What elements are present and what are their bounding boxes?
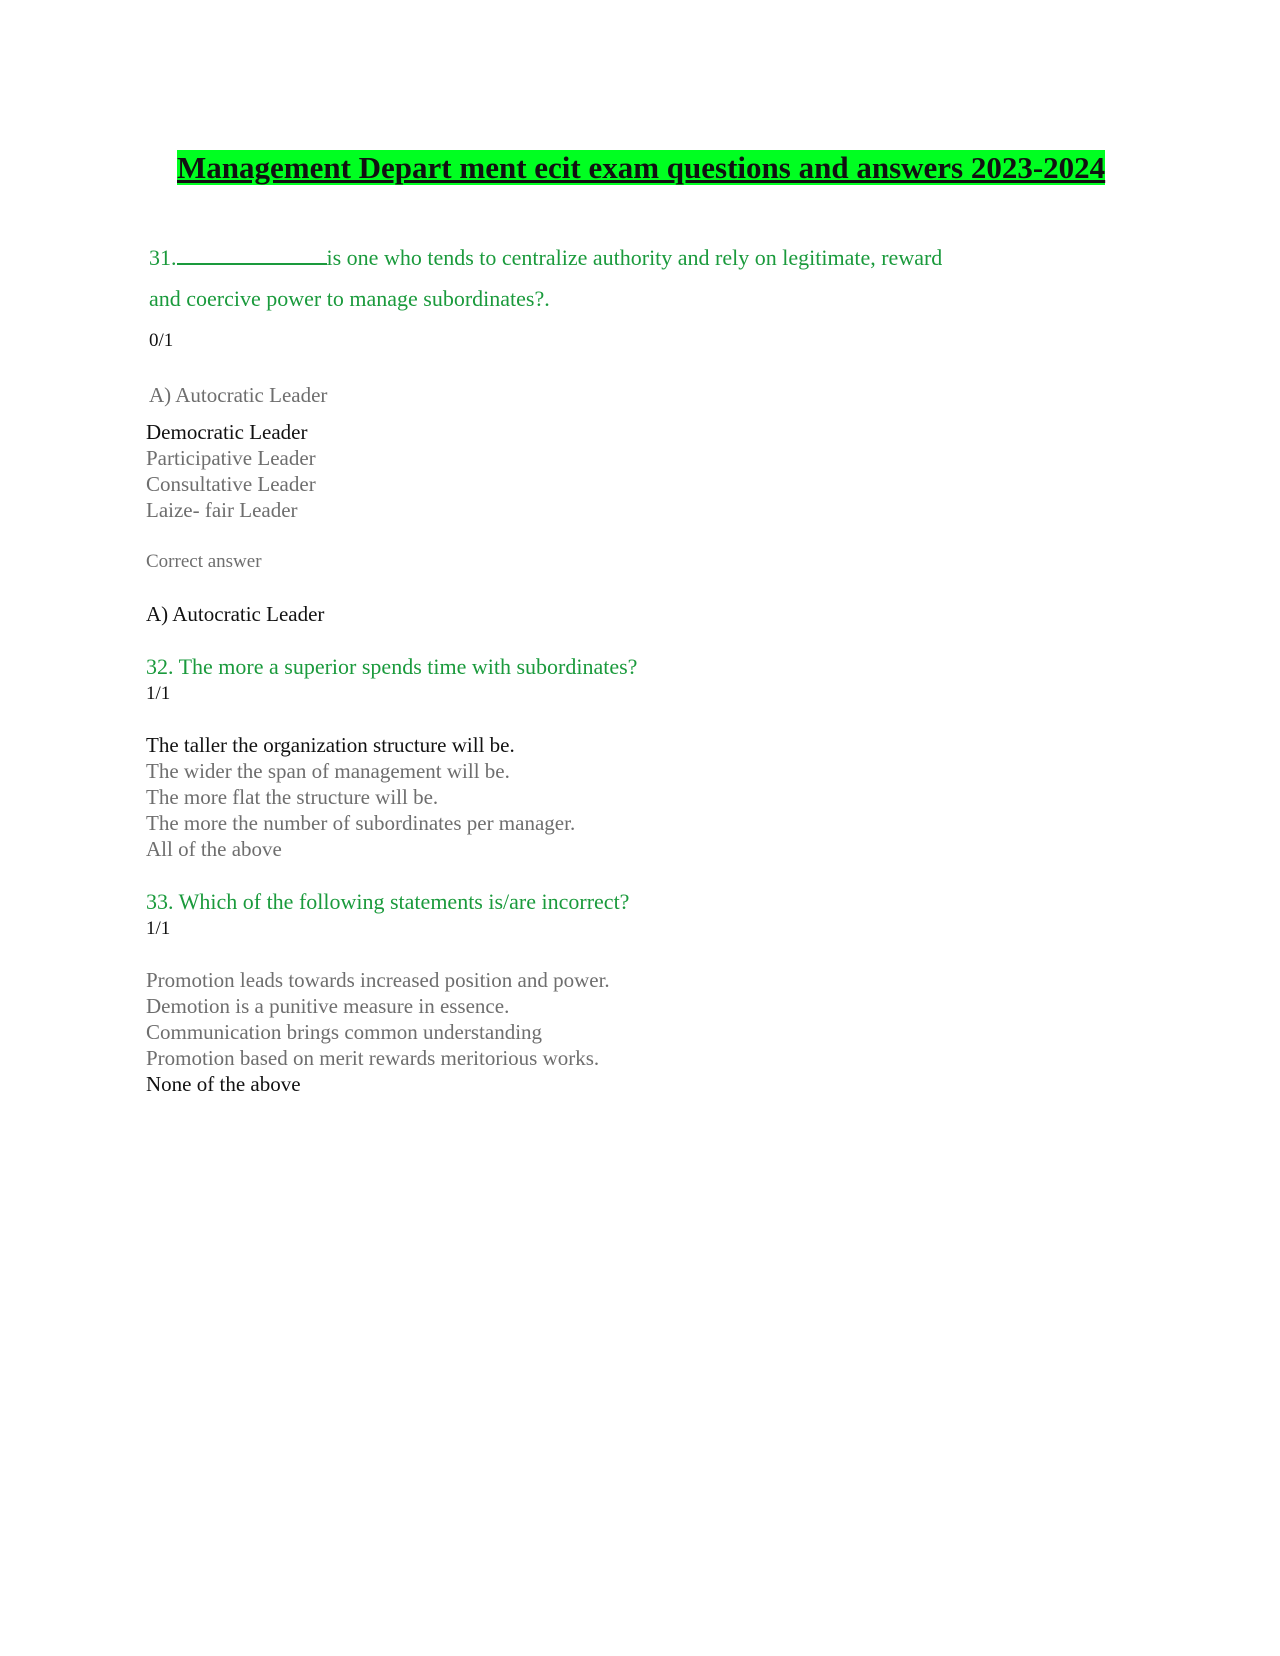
question-33-option: Communication brings common understanding: [146, 1020, 543, 1044]
question-31-line-2: and coercive power to manage subordinates?.: [149, 286, 550, 311]
question-31-option: Democratic Leader: [146, 420, 308, 444]
question-33-option: Promotion based on merit rewards meritorious works.: [146, 1046, 600, 1070]
question-32-option: The more flat the structure will be.: [146, 785, 439, 809]
correct-answer-value: A) Autocratic Leader: [146, 602, 325, 626]
question-31-score: 0/1: [149, 330, 174, 351]
question-32-text: 32. The more a superior spends time with subordinates?: [146, 654, 638, 679]
question-33-option: Demotion is a punitive measure in essence.: [146, 994, 510, 1018]
question-32-option: All of the above: [146, 837, 282, 861]
question-33-text: 33. Which of the following statements is/are incorrect?: [146, 889, 630, 914]
question-32-score: 1/1: [146, 683, 171, 704]
answer-blank: [177, 243, 327, 265]
question-31-option: Laize- fair Leader: [146, 498, 298, 522]
question-33-option: None of the above: [146, 1072, 301, 1096]
question-32-option: The wider the span of management will be.: [146, 759, 510, 783]
question-31-selected-answer: A) Autocratic Leader: [149, 383, 328, 407]
question-32-option: The more the number of subordinates per manager.: [146, 811, 576, 835]
question-31-option: Participative Leader: [146, 446, 316, 470]
question-31-line-1: 31. is one who tends to centralize authority and rely on legitimate, reward: [149, 245, 943, 270]
question-31-option: Consultative Leader: [146, 472, 316, 496]
question-33-score: 1/1: [146, 918, 171, 939]
correct-answer-label: Correct answer: [146, 551, 262, 572]
document-title: Management Depart ment ecit exam questions and answers 2023-2024: [177, 150, 1106, 185]
question-33-option: Promotion leads towards increased position and power.: [146, 968, 610, 992]
question-32-option: The taller the organization structure will be.: [146, 733, 515, 757]
